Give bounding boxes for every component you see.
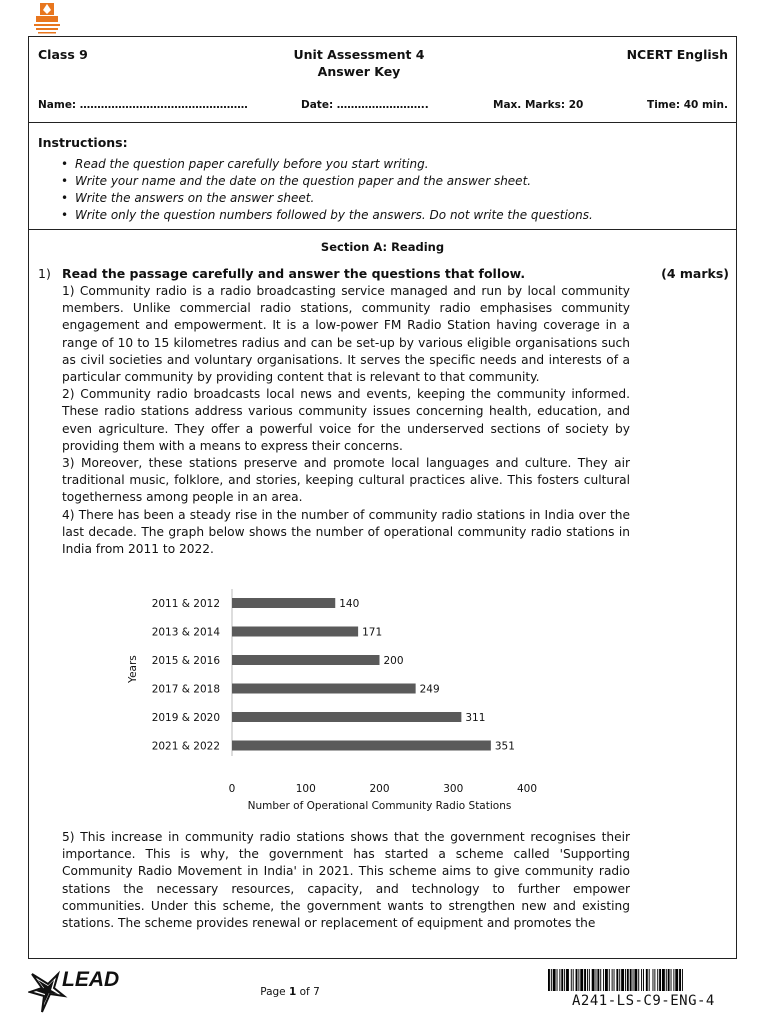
reading-passage-continued xyxy=(62,829,630,932)
page-suffix: of 7 xyxy=(296,986,320,998)
x-tick-label: 400 xyxy=(516,783,537,795)
assessment-title: Unit Assessment 4 xyxy=(293,47,425,62)
radio-stations-bar-chart xyxy=(62,575,537,825)
barcode-bar xyxy=(557,969,558,991)
category-label: 2017 & 2018 xyxy=(151,683,220,696)
question-text: Read the passage carefully and answer the questions that follow. xyxy=(62,266,526,281)
category-label: 2019 & 2020 xyxy=(151,712,220,724)
barcode-bar xyxy=(548,969,550,991)
passage-paragraph: 4) There has been a steady rise in the number of community radio stations in India over the last decade. The graph below shows the number of operational community radio stations in India from 2011 to 2022. xyxy=(62,507,630,557)
x-tick-label: 200 xyxy=(369,783,390,795)
x-tick-label: 300 xyxy=(443,783,464,795)
barcode-bar xyxy=(564,969,565,991)
bar-value-label: 351 xyxy=(494,740,515,753)
page-number xyxy=(0,986,580,998)
category-label: 2013 & 2014 xyxy=(151,626,220,639)
bar xyxy=(232,598,335,608)
barcode-bar xyxy=(675,969,678,991)
barcode-bar xyxy=(596,969,597,991)
barcode-bar xyxy=(571,969,572,991)
barcode-bar xyxy=(654,969,655,991)
instructions-list xyxy=(61,156,593,224)
category-label: 2011 & 2012 xyxy=(151,598,220,610)
y-axis-title: Years xyxy=(127,655,139,683)
barcode-bar xyxy=(561,969,563,991)
barcode-bar xyxy=(609,969,610,991)
passage-paragraph: 3) Moreover, these stations preserve and promote local languages and culture. They air traditional music, folklore, and stories, keeping cultural practices alive. This fosters cultural togetherness among people in an area. xyxy=(62,456,630,505)
barcode-bar xyxy=(619,969,620,991)
name-field: Name: ………………………………………… xyxy=(38,99,248,111)
barcode-bar xyxy=(600,969,601,991)
subject-label: NCERT English xyxy=(626,47,728,62)
barcode-bar xyxy=(576,969,578,991)
date-field: Date: …………………….. xyxy=(301,99,429,111)
page-current: 1 xyxy=(288,986,297,998)
barcode-bar xyxy=(653,969,654,991)
barcode-bar xyxy=(643,969,644,991)
barcode-bar xyxy=(603,969,604,991)
barcode-bar xyxy=(634,969,637,991)
barcode xyxy=(548,969,740,991)
barcode-bar xyxy=(614,969,615,991)
question-number: 1) xyxy=(38,266,51,281)
passage-paragraph: 5) This increase in community radio stations shows that the government recognises their importance. This is why, the government has started a scheme called 'Supporting Community Radio Movement in India' in 2021. This scheme aims to give community radio stations the necessary resources, capacity, and technology to further empower communities. Under this scheme, the government wants to strengthen new and existing stations. The scheme provides renewal or replacement of equipment and promotes the xyxy=(62,830,630,931)
barcode-bar xyxy=(589,969,590,991)
barcode-bar xyxy=(638,969,639,991)
paper-header xyxy=(29,37,736,123)
barcode-bar xyxy=(659,969,661,991)
bar-value-label: 171 xyxy=(362,626,383,639)
barcode-bar xyxy=(612,969,613,991)
barcode-bar xyxy=(671,969,672,991)
barcode-bar xyxy=(605,969,608,991)
reading-passage xyxy=(62,283,630,558)
barcode-bar xyxy=(649,969,650,991)
x-tick-label: 100 xyxy=(295,783,316,795)
instruction-item: • Read the question paper carefully before you start writing. xyxy=(61,156,593,173)
bar-value-label: 140 xyxy=(339,598,360,610)
instruction-item: • Write the answers on the answer sheet. xyxy=(61,190,593,207)
page-prefix: Page xyxy=(260,986,289,998)
barcode-bar xyxy=(666,969,667,991)
barcode-bar xyxy=(673,969,674,991)
barcode-bar xyxy=(587,969,588,991)
time-limit: Time: 40 min. xyxy=(647,99,728,111)
bar-value-label: 311 xyxy=(465,712,486,724)
bar-value-label: 200 xyxy=(383,655,404,667)
barcode-bar xyxy=(646,969,648,991)
barcode-bar xyxy=(621,969,624,991)
bar-value-label: 249 xyxy=(419,683,440,696)
bar xyxy=(232,684,416,694)
bar xyxy=(232,712,461,722)
barcode-bar xyxy=(597,969,599,991)
barcode-bar xyxy=(641,969,642,991)
barcode-bar xyxy=(630,969,632,991)
passage-paragraph: 1) Community radio is a radio broadcasting service managed and run by local community members. Unlike commercial radio stations, community radio emphasises community engagement and empowerment. It is a low-power FM Radio Station having coverage in a range of 10 to 15 kilometres radius and can be set-up by various eligible organisations such as civil societies and voluntary organisations. It serves the specific needs and interests of a particular community by providing content that is relevant to that community. xyxy=(62,284,630,385)
x-axis-title: Number of Operational Community Radio Stations xyxy=(247,800,512,812)
x-tick-label: 0 xyxy=(228,783,236,795)
instruction-item: • Write only the question numbers followed by the answers. Do not write the questions. xyxy=(61,207,593,224)
barcode-bar xyxy=(573,969,574,991)
barcode-bar xyxy=(682,969,683,991)
barcode-bar xyxy=(553,969,556,991)
section-title: Section A: Reading xyxy=(320,240,445,254)
question-marks: (4 marks) xyxy=(661,266,729,281)
barcode-bar xyxy=(625,969,626,991)
category-label: 2021 & 2022 xyxy=(151,740,220,753)
savvy-school-logo xyxy=(30,2,64,36)
answer-key-title: Answer Key xyxy=(317,64,401,79)
barcode-bar xyxy=(559,969,560,991)
class-label: Class 9 xyxy=(38,47,88,62)
barcode-bar xyxy=(627,969,629,991)
lead-logo-text: LEAD xyxy=(62,968,120,991)
barcode-bar xyxy=(679,969,681,991)
barcode-bar xyxy=(566,969,569,991)
max-marks: Max. Marks: 20 xyxy=(493,99,584,111)
barcode-bar xyxy=(657,969,658,991)
barcode-bar xyxy=(662,969,665,991)
passage-paragraph: 2) Community radio broadcasts local news and events, keeping the community informed. These radio stations address various community issues concerning health, education, and even agriculture. They offer a powerful voice for the underserved sections of society by providing them with a means to express their concerns. xyxy=(62,387,630,453)
barcode-bar xyxy=(578,969,579,991)
barcode-bar xyxy=(616,969,618,991)
paper-code: A241-LS-C9-ENG-4 xyxy=(572,993,715,1009)
barcode-bar xyxy=(584,969,586,991)
question-paper-frame xyxy=(28,36,737,959)
category-label: 2015 & 2016 xyxy=(151,655,220,667)
barcode-bar xyxy=(633,969,634,991)
bar xyxy=(232,655,380,665)
instruction-item: • Write your name and the date on the question paper and the answer sheet. xyxy=(61,173,593,190)
bar xyxy=(232,627,358,637)
barcode-bar xyxy=(551,969,552,991)
barcode-bar xyxy=(592,969,595,991)
instructions-box xyxy=(29,124,736,230)
barcode-bar xyxy=(668,969,670,991)
bar xyxy=(232,741,491,751)
instructions-title: Instructions: xyxy=(38,135,128,150)
barcode-bar xyxy=(580,969,583,991)
